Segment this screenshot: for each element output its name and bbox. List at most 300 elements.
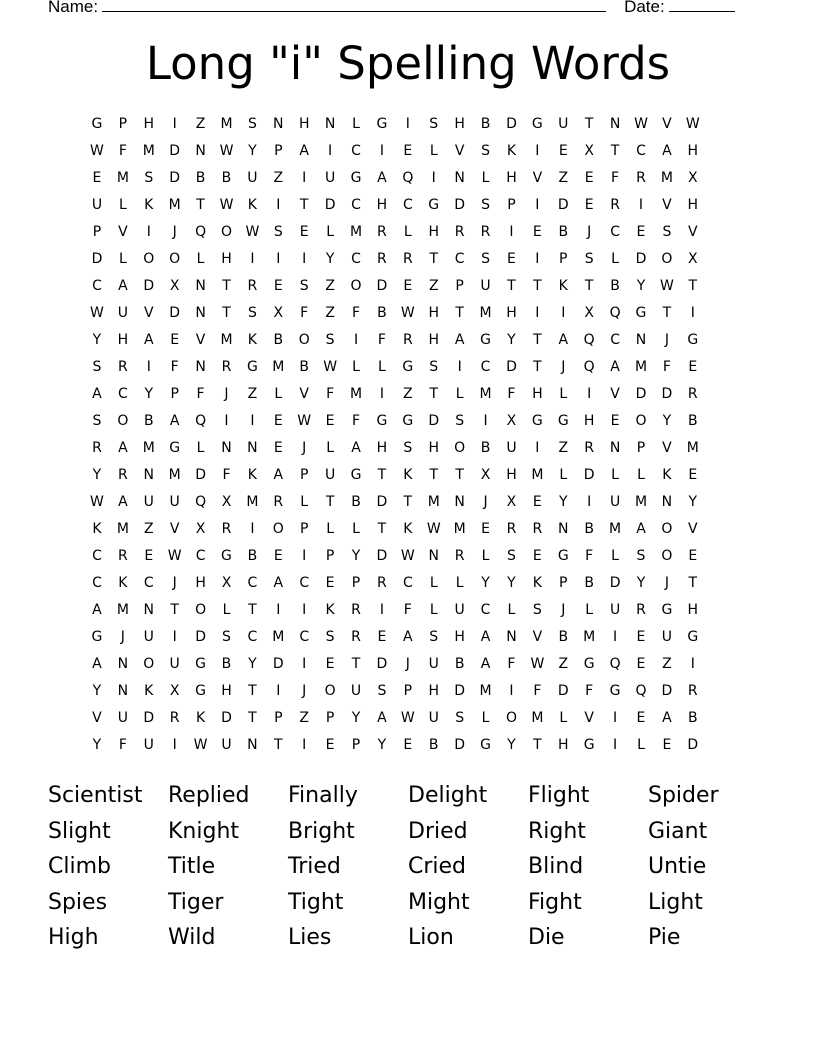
grid-letter: K — [403, 521, 413, 537]
grid-letter: H — [687, 197, 699, 213]
grid-letter: I — [172, 116, 177, 132]
grid-letter: M — [116, 170, 129, 186]
grid-letter: X — [506, 494, 517, 510]
grid-letter: I — [353, 332, 359, 348]
grid-letter: H — [117, 332, 129, 348]
grid-letter: T — [584, 278, 594, 294]
grid-letter: B — [454, 656, 465, 672]
grid-letter: L — [481, 548, 490, 564]
grid-letter: A — [636, 521, 646, 537]
grid-letter: D — [143, 278, 155, 294]
grid-letter: I — [457, 359, 462, 375]
grid-letter: Z — [428, 278, 439, 294]
grid-letter: W — [245, 224, 260, 240]
grid-letter: G — [402, 359, 414, 375]
grid-letter: C — [480, 602, 491, 618]
grid-letter: O — [350, 278, 362, 294]
grid-letter: I — [613, 629, 618, 645]
grid-letter: D — [143, 710, 155, 726]
grid-letter: S — [92, 413, 102, 429]
grid-letter: I — [276, 197, 281, 213]
grid-letter: J — [664, 575, 669, 591]
grid-letter: G — [687, 332, 699, 348]
date-blank[interactable] — [669, 0, 735, 12]
grid-letter: L — [481, 710, 490, 726]
grid-letter: J — [664, 332, 669, 348]
grid-letter: K — [403, 467, 413, 483]
grid-letter: U — [506, 440, 517, 456]
grid-letter: Y — [248, 143, 257, 159]
grid-letter: E — [273, 548, 283, 564]
grid-letter: G — [687, 629, 699, 645]
word-bank-item: Climb — [48, 854, 111, 879]
grid-letter: X — [273, 305, 284, 321]
grid-letter: S — [584, 251, 594, 267]
grid-letter: T — [584, 116, 594, 132]
grid-letter: I — [172, 737, 177, 753]
grid-letter: R — [117, 548, 128, 564]
grid-letter: X — [169, 683, 180, 699]
grid-letter: E — [688, 359, 698, 375]
grid-letter: D — [195, 629, 206, 645]
grid-letter: G — [480, 737, 491, 753]
grid-letter: A — [273, 467, 284, 483]
grid-letter: R — [480, 224, 491, 240]
word-bank-item: Cried — [408, 854, 467, 879]
word-bank-item: Lies — [288, 925, 332, 950]
grid-letter: I — [587, 494, 592, 510]
grid-letter: H — [221, 683, 232, 699]
grid-letter: W — [297, 413, 312, 429]
grid-letter: V — [118, 224, 128, 240]
grid-letter: N — [506, 629, 517, 645]
grid-letter: O — [635, 413, 647, 429]
grid-letter: N — [247, 440, 258, 456]
grid-letter: R — [377, 251, 387, 267]
grid-letter: T — [248, 710, 257, 726]
grid-letter: S — [222, 629, 231, 645]
word-bank-item: Light — [648, 889, 703, 915]
grid-letter: N — [117, 683, 129, 699]
grid-letter: Y — [92, 332, 102, 348]
grid-letter: E — [584, 197, 594, 213]
grid-letter: R — [273, 494, 284, 510]
grid-letter: F — [403, 602, 412, 618]
grid-letter: D — [376, 656, 388, 672]
grid-letter: D — [169, 143, 181, 159]
grid-letter: Q — [583, 359, 595, 375]
grid-letter: N — [661, 494, 673, 510]
grid-letter: K — [247, 197, 257, 213]
grid-letter: O — [661, 548, 673, 564]
grid-letter: D — [635, 386, 647, 402]
grid-letter: M — [349, 386, 363, 402]
grid-letter: E — [273, 413, 283, 429]
grid-letter: Y — [636, 278, 646, 294]
grid-letter: S — [377, 683, 387, 699]
grid-letter: A — [273, 575, 284, 591]
word-bank-item: Spies — [48, 889, 108, 915]
word-bank-item: Die — [528, 925, 565, 950]
grid-letter: D — [195, 467, 206, 483]
grid-letter: T — [196, 197, 205, 213]
grid-letter: O — [143, 656, 155, 672]
grid-letter: L — [118, 251, 127, 267]
grid-letter: R — [636, 170, 646, 186]
grid-letter: A — [299, 143, 309, 159]
grid-letter: R — [506, 521, 517, 537]
grid-letter: G — [221, 548, 232, 564]
grid-letter: E — [532, 224, 542, 240]
grid-row — [84, 681, 732, 708]
grid-letter: C — [92, 278, 102, 294]
grid-letter: W — [323, 359, 338, 375]
grid-letter: M — [349, 224, 363, 240]
grid-letter: M — [479, 305, 492, 321]
grid-letter: E — [403, 143, 413, 159]
grid-letter: V — [454, 143, 465, 159]
word-bank-item: Blind — [528, 854, 584, 879]
grid-letter: X — [221, 494, 232, 510]
grid-letter: I — [535, 440, 540, 456]
grid-letter: Y — [377, 737, 387, 753]
grid-row — [84, 465, 732, 492]
grid-letter: I — [328, 143, 333, 159]
name-blank[interactable] — [102, 0, 606, 12]
grid-letter: O — [143, 251, 155, 267]
grid-letter: L — [403, 224, 412, 240]
grid-letter: T — [325, 494, 335, 510]
grid-letter: S — [481, 143, 490, 159]
grid-letter: G — [583, 737, 595, 753]
grid-letter: G — [557, 548, 569, 564]
grid-letter: V — [662, 440, 672, 456]
grid-letter: D — [376, 494, 388, 510]
grid-letter: H — [195, 575, 206, 591]
grid-letter: R — [610, 197, 620, 213]
grid-letter: N — [247, 737, 258, 753]
grid-letter: M — [634, 359, 648, 375]
grid-letter: Y — [688, 494, 698, 510]
grid-letter: Y — [92, 737, 102, 753]
grid-letter: D — [454, 197, 466, 213]
grid-row — [84, 141, 732, 168]
grid-row — [84, 222, 732, 249]
grid-letter: L — [455, 575, 464, 591]
grid-letter: I — [302, 656, 307, 672]
grid-letter: I — [535, 197, 540, 213]
grid-letter: R — [221, 521, 232, 537]
grid-letter: G — [480, 332, 491, 348]
grid-letter: F — [170, 359, 179, 375]
grid-letter: L — [300, 494, 309, 510]
grid-letter: H — [454, 116, 465, 132]
word-bank-item: Giant — [648, 818, 708, 844]
grid-row — [84, 627, 732, 654]
grid-letter: U — [350, 683, 362, 699]
grid-letter: O — [298, 332, 310, 348]
grid-letter: O — [661, 251, 673, 267]
word-bank-item: Tight — [288, 889, 344, 915]
grid-letter: T — [274, 737, 283, 753]
grid-letter: F — [118, 737, 127, 753]
grid-letter: S — [636, 548, 646, 564]
word-bank-item: Wild — [168, 925, 216, 950]
grid-letter: C — [454, 251, 465, 267]
grid-letter: M — [660, 170, 673, 186]
grid-letter: B — [480, 116, 491, 132]
grid-letter: F — [118, 143, 127, 159]
grid-letter: F — [533, 683, 542, 699]
grid-letter: U — [247, 170, 258, 186]
grid-letter: D — [635, 251, 647, 267]
grid-letter: I — [561, 305, 566, 321]
grid-letter: E — [377, 629, 387, 645]
grid-letter: L — [196, 440, 205, 456]
grid-letter: K — [247, 467, 257, 483]
grid-row — [84, 735, 732, 762]
grid-letter: C — [351, 251, 361, 267]
grid-letter: L — [481, 170, 490, 186]
grid-letter: X — [506, 413, 517, 429]
grid-row — [84, 357, 732, 384]
grid-letter: Z — [403, 386, 413, 402]
grid-letter: D — [428, 413, 440, 429]
word-bank-item: Right — [528, 818, 586, 844]
grid-letter: Q — [195, 224, 207, 240]
grid-letter: D — [557, 197, 569, 213]
grid-letter: R — [687, 386, 698, 402]
grid-letter: N — [324, 116, 336, 132]
grid-letter: C — [247, 629, 258, 645]
grid-letter: N — [143, 467, 154, 483]
word-bank-item: Might — [408, 889, 470, 915]
grid-letter: B — [221, 170, 232, 186]
letter-grid — [84, 114, 732, 762]
grid-letter: Q — [583, 332, 595, 348]
grid-letter: S — [662, 224, 672, 240]
grid-letter: C — [195, 548, 206, 564]
grid-letter: S — [247, 116, 257, 132]
word-bank-item: Pie — [648, 925, 681, 950]
grid-letter: T — [351, 656, 361, 672]
grid-letter: P — [636, 440, 646, 456]
grid-letter: B — [195, 170, 206, 186]
grid-letter: B — [351, 494, 361, 510]
grid-letter: T — [222, 278, 231, 294]
grid-letter: S — [325, 332, 335, 348]
grid-letter: G — [246, 359, 258, 375]
grid-row — [84, 546, 732, 573]
grid-letter: T — [222, 305, 231, 321]
grid-letter: Q — [402, 170, 414, 186]
grid-letter: N — [117, 656, 129, 672]
grid-letter: F — [662, 359, 671, 375]
grid-letter: Z — [558, 170, 569, 186]
grid-letter: O — [505, 710, 517, 726]
grid-letter: B — [480, 440, 491, 456]
grid-letter: S — [455, 413, 465, 429]
grid-letter: S — [455, 710, 465, 726]
grid-letter: T — [533, 737, 542, 753]
grid-letter: G — [91, 116, 103, 132]
grid-letter: K — [144, 197, 154, 213]
grid-letter: C — [92, 548, 102, 564]
grid-row — [84, 276, 732, 303]
grid-letter: C — [402, 575, 413, 591]
grid-letter: M — [220, 116, 233, 132]
grid-letter: P — [455, 278, 464, 294]
grid-letter: Y — [636, 575, 646, 591]
grid-letter: W — [167, 548, 182, 564]
grid-letter: D — [687, 737, 699, 753]
grid-letter: I — [250, 521, 255, 537]
grid-letter: G — [376, 116, 388, 132]
grid-letter: Y — [662, 413, 672, 429]
grid-letter: Z — [247, 386, 258, 402]
grid-letter: A — [118, 494, 128, 510]
grid-letter: H — [428, 305, 439, 321]
grid-letter: J — [483, 494, 488, 510]
grid-letter: K — [558, 278, 568, 294]
grid-letter: A — [403, 629, 413, 645]
grid-letter: R — [454, 548, 465, 564]
grid-letter: D — [376, 548, 388, 564]
grid-letter: A — [92, 602, 102, 618]
grid-letter: C — [610, 332, 620, 348]
grid-letter: I — [302, 170, 307, 186]
grid-letter: A — [454, 332, 465, 348]
grid-letter: B — [584, 521, 594, 537]
grid-letter: Q — [609, 305, 621, 321]
grid-letter: V — [299, 386, 309, 402]
grid-letter: D — [557, 683, 569, 699]
grid-letter: Z — [662, 656, 672, 672]
grid-letter: N — [454, 494, 465, 510]
grid-letter: M — [272, 629, 285, 645]
grid-letter: M — [142, 143, 155, 159]
grid-letter: Y — [144, 386, 154, 402]
grid-letter: V — [610, 386, 620, 402]
grid-letter: S — [532, 602, 542, 618]
grid-letter: R — [351, 629, 361, 645]
grid-letter: I — [379, 143, 384, 159]
grid-letter: I — [146, 359, 151, 375]
grid-letter: U — [117, 305, 128, 321]
grid-letter: P — [351, 737, 361, 753]
grid-letter: U — [558, 116, 569, 132]
grid-letter: D — [661, 683, 673, 699]
grid-letter: K — [532, 575, 542, 591]
grid-letter: J — [302, 683, 307, 699]
grid-letter: E — [481, 521, 490, 537]
grid-letter: H — [687, 602, 699, 618]
grid-letter: U — [454, 602, 465, 618]
grid-letter: F — [507, 386, 516, 402]
grid-letter: D — [91, 251, 103, 267]
grid-letter: A — [169, 413, 180, 429]
grid-letter: W — [400, 710, 415, 726]
grid-letter: T — [248, 602, 257, 618]
grid-letter: C — [480, 359, 491, 375]
grid-letter: A — [92, 386, 102, 402]
grid-letter: I — [613, 737, 618, 753]
grid-letter: E — [273, 440, 283, 456]
grid-letter: E — [273, 278, 283, 294]
grid-letter: N — [195, 143, 206, 159]
grid-letter: G — [635, 305, 647, 321]
grid-letter: O — [117, 413, 129, 429]
grid-letter: R — [532, 521, 543, 537]
grid-letter: F — [585, 683, 594, 699]
grid-letter: I — [405, 116, 410, 132]
grid-letter: L — [429, 602, 438, 618]
grid-letter: T — [662, 305, 672, 321]
grid-letter: D — [324, 197, 336, 213]
grid-letter: A — [143, 332, 154, 348]
grid-letter: B — [377, 305, 387, 321]
grid-letter: I — [509, 683, 514, 699]
grid-letter: Y — [558, 494, 568, 510]
grid-letter: G — [557, 413, 569, 429]
grid-row — [84, 330, 732, 357]
grid-letter: M — [220, 332, 233, 348]
grid-letter: T — [299, 197, 309, 213]
grid-letter: L — [611, 251, 619, 267]
grid-letter: E — [636, 224, 646, 240]
grid-row — [84, 708, 732, 735]
page-title: Long "i" Spelling Words — [145, 37, 671, 90]
grid-letter: Y — [507, 575, 516, 591]
grid-letter: P — [507, 197, 516, 213]
grid-row — [84, 654, 732, 681]
grid-letter: C — [299, 575, 310, 591]
grid-letter: T — [533, 332, 542, 348]
grid-letter: N — [195, 305, 206, 321]
grid-letter: C — [117, 386, 128, 402]
grid-letter: L — [585, 602, 594, 618]
grid-letter: N — [195, 278, 206, 294]
grid-letter: M — [168, 467, 181, 483]
grid-letter: R — [687, 683, 698, 699]
grid-letter: P — [351, 575, 361, 591]
grid-letter: I — [276, 602, 281, 618]
grid-letter: V — [143, 305, 154, 321]
grid-letter: E — [325, 413, 335, 429]
word-bank-item: Bright — [288, 818, 355, 844]
grid-letter: W — [530, 656, 545, 672]
grid-letter: P — [559, 575, 568, 591]
grid-letter: S — [481, 251, 490, 267]
grid-letter: M — [686, 440, 699, 456]
word-bank-item: High — [48, 925, 99, 950]
grid-letter: M — [168, 197, 181, 213]
grid-letter: A — [558, 332, 569, 348]
grid-letter: H — [558, 737, 569, 753]
grid-letter: H — [298, 116, 310, 132]
grid-letter: G — [195, 683, 206, 699]
grid-letter: E — [507, 251, 516, 267]
grid-letter: R — [454, 224, 465, 240]
grid-letter: N — [195, 359, 206, 375]
grid-letter: C — [92, 575, 102, 591]
grid-letter: C — [636, 143, 646, 159]
grid-letter: P — [299, 467, 309, 483]
grid-letter: I — [690, 305, 695, 321]
grid-letter: F — [585, 548, 594, 564]
grid-letter: B — [221, 656, 232, 672]
grid-letter: C — [402, 197, 413, 213]
